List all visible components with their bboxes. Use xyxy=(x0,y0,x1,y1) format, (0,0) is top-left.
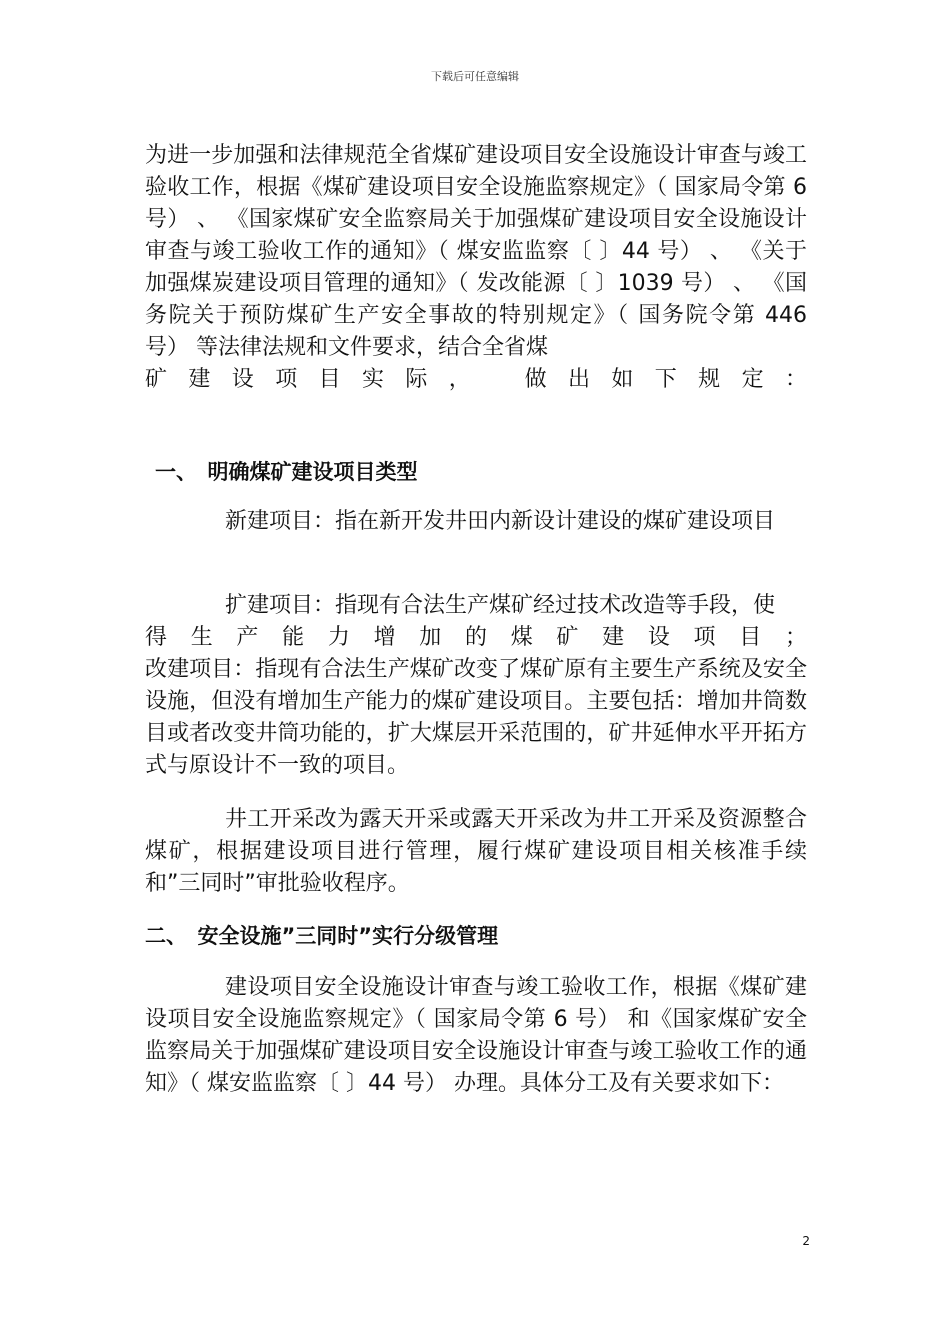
expansion-paragraph-line2: 得生产能力增加的煤矿建设项目； xyxy=(145,625,807,650)
section-1-heading: 一、 明确煤矿建设项目类型 xyxy=(155,460,418,484)
intro-last-line: 矿建设项目实际， 做出如下规定： xyxy=(145,367,807,392)
expansion-paragraph-line1: 扩建项目：指现有合法生产煤矿经过技术改造等手段，使 xyxy=(225,593,776,618)
renovation-paragraph: 改建项目：指现有合法生产煤矿改变了煤矿原有主要生产系统及安全设施，但没有增加生产能力的煤矿建设项目。主要包括：增加井筒数目或者改变井筒功能的，扩大煤层开采范围的，矿井延伸水平开拓方式与原设计不一致的项目。 xyxy=(145,657,807,778)
section-2-heading: 二、 安全设施”三同时”实行分级管理 xyxy=(145,924,499,948)
section-2-paragraph: 建设项目安全设施设计审查与竣工验收工作，根据《煤矿建设项目安全设施监察规定》（ 国家局令第 6 号） 和《国家煤矿安全监察局关于加强煤矿建设项目安全设施设计审查与竣工验收工作的通知》（ 煤安监监察〔 〕44 号） 办理。具体分工及有关要求如下： xyxy=(145,975,807,1096)
page-header: 下载后可任意编辑 xyxy=(431,70,519,83)
new-project-paragraph: 新建项目：指在新开发井田内新设计建设的煤矿建设项目 xyxy=(225,509,776,534)
conversion-paragraph: 井工开采改为露天开采或露天开采改为井工开采及资源整合煤矿，根据建设项目进行管理，履行煤矿建设项目相关核准手续和”三同时”审批验收程序。 xyxy=(145,807,807,896)
intro-paragraph: 为进一步加强和法律规范全省煤矿建设项目安全设施设计审查与竣工验收工作，根据《煤矿建设项目安全设施监察规定》（ 国家局令第 6 号） 、 《国家煤矿安全监察局关于加强煤矿建设项目安全设施设计审查与竣工验收工作的通知》（ 煤安监监察〔 〕44 号） 、 《关于加强煤炭建设项目管理的通知》（ 发改能源〔 〕1039 号） 、 《国务院关于预防煤矿生产安全事故的特别规定》（ 国务院令第 446 号） 等法律法规和文件要求，结合全省煤 xyxy=(145,143,807,360)
page-number: 2 xyxy=(802,1234,810,1248)
document-body xyxy=(145,140,807,1100)
